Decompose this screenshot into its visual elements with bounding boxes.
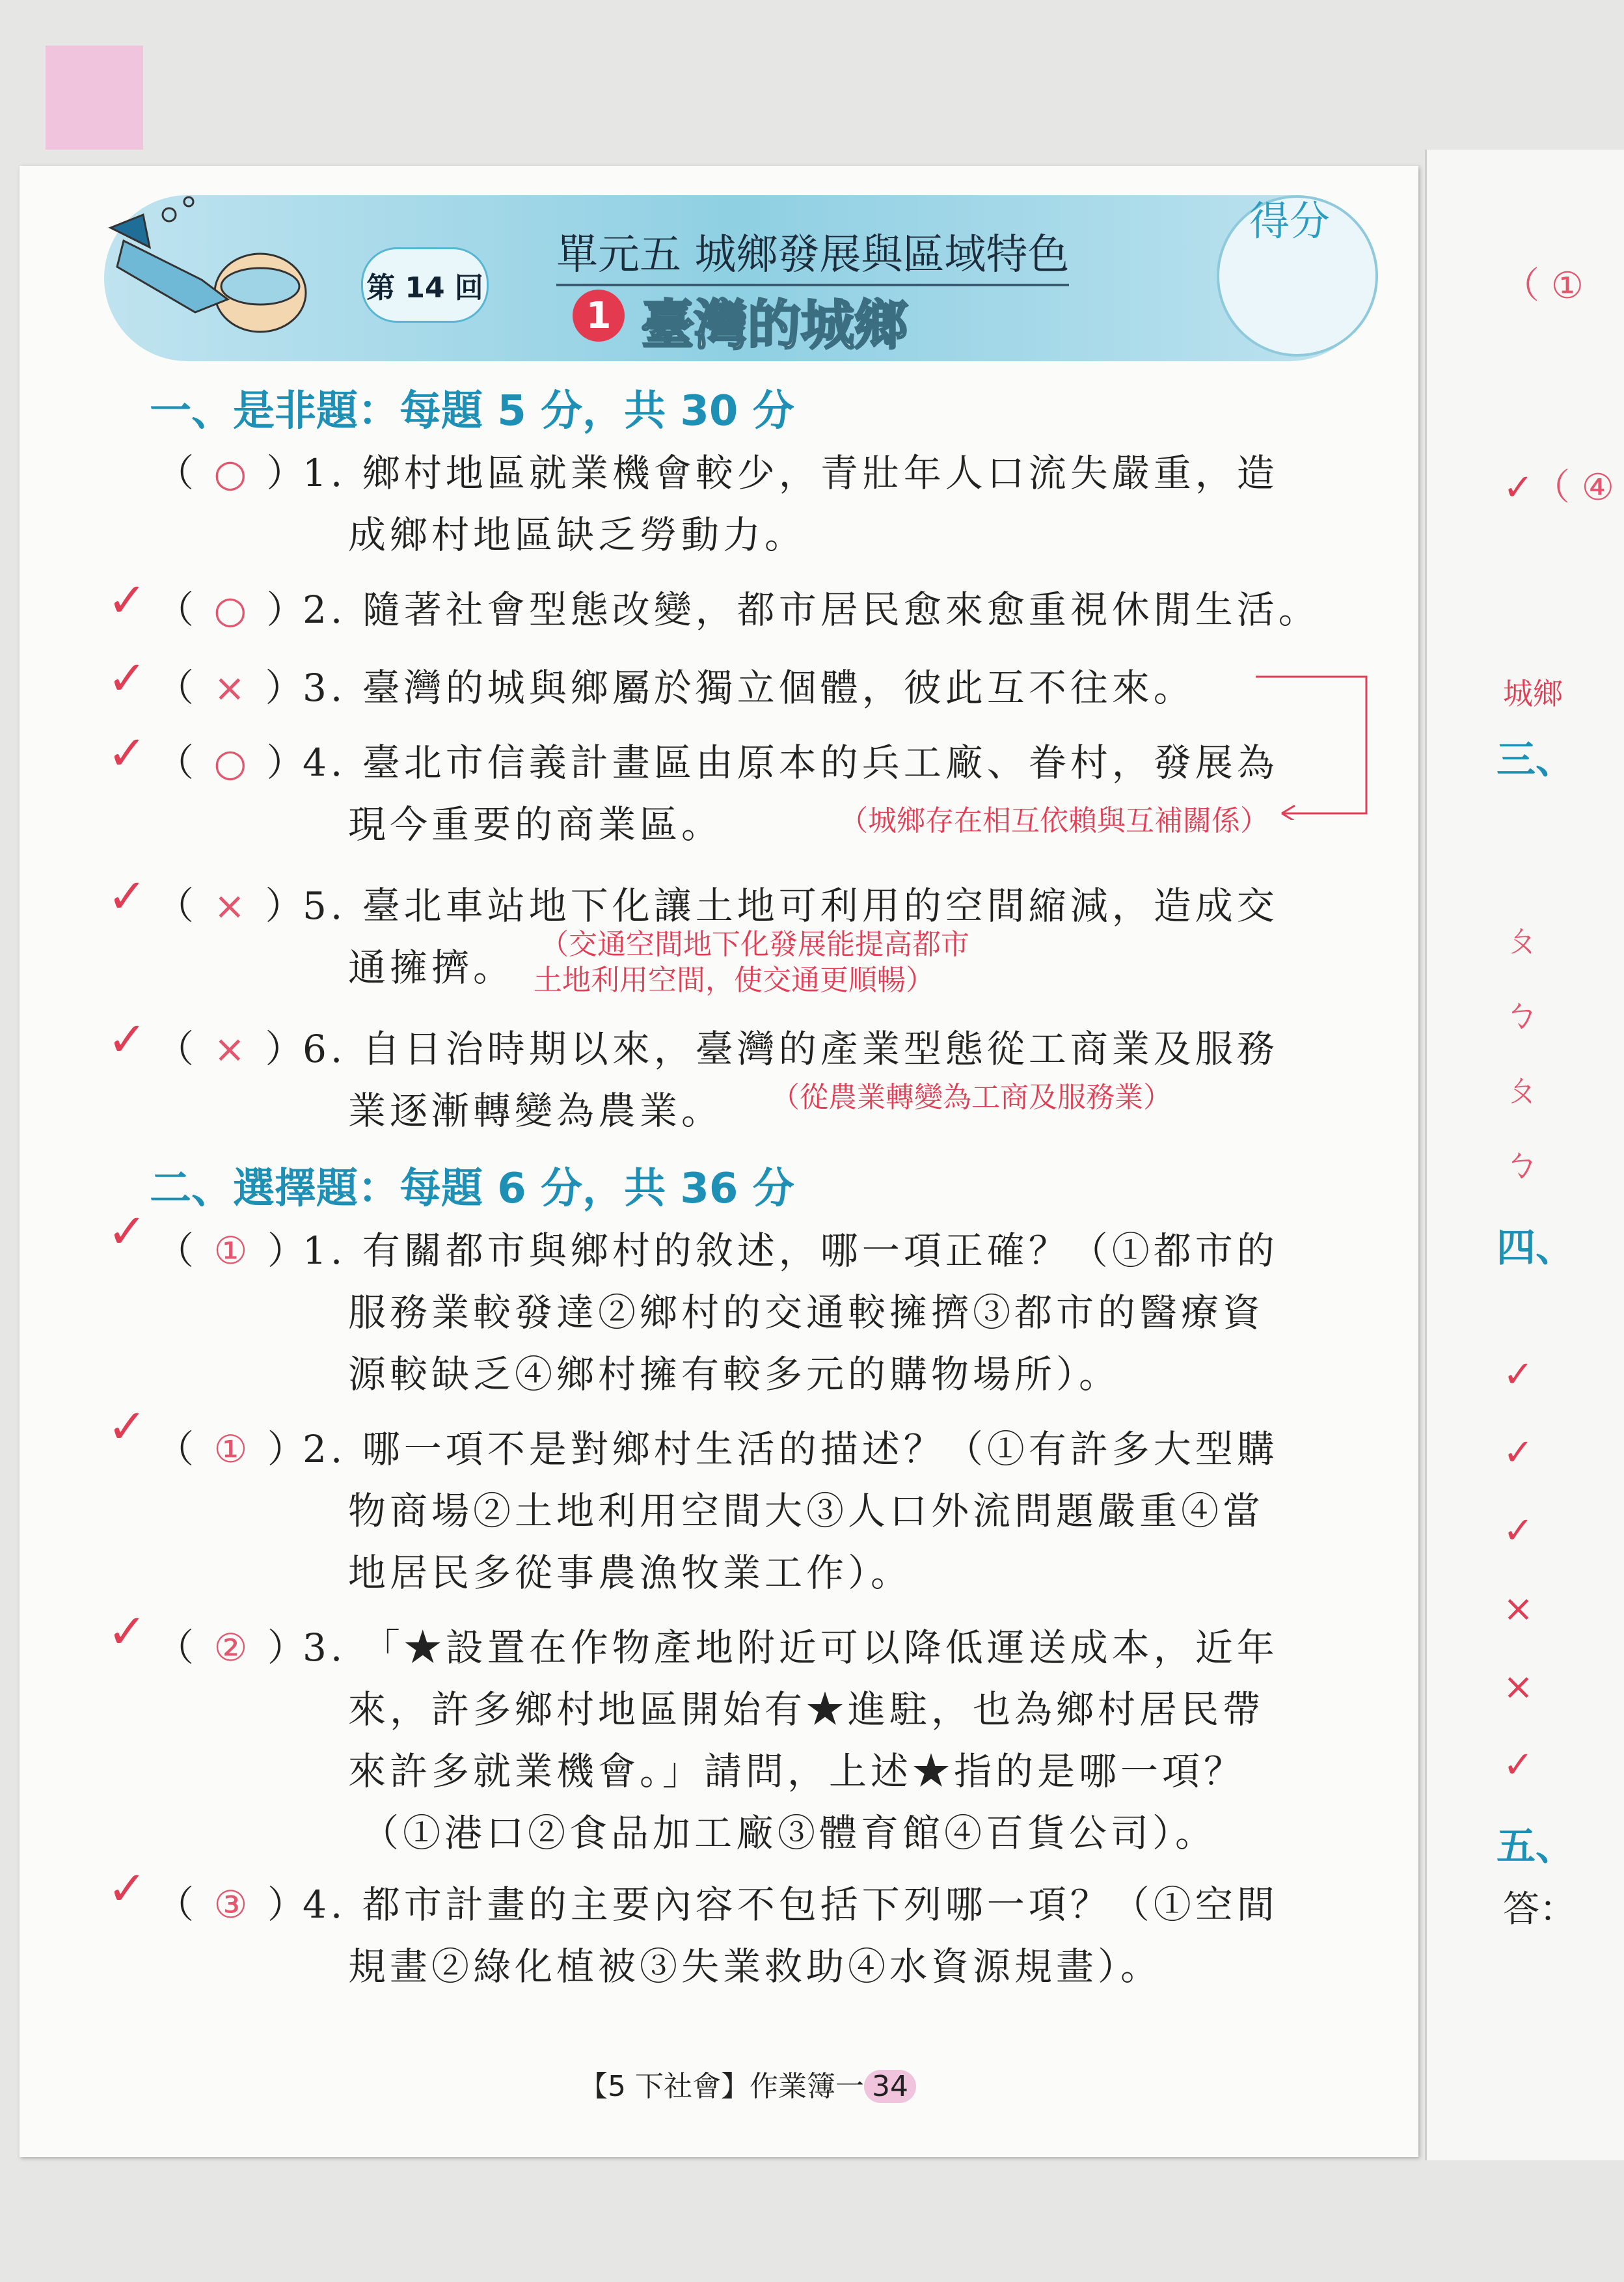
- mc-q2-line1: 2. 哪一項不是對鄉村生活的描述？（①有許多大型購: [303, 1427, 1279, 1471]
- tf-q4-line2: 現今重要的商業區。: [348, 802, 724, 847]
- tf-annotation-5a: （交通空間地下化發展能提高都市: [540, 928, 969, 961]
- right-mark-4: ×: [1503, 1588, 1534, 1630]
- mc-answer-4: （ ③ ）: [156, 1882, 309, 1927]
- tf-answer-2: （ ○ ）: [156, 588, 308, 632]
- tf-answer-6: （ × ）: [156, 1027, 307, 1071]
- mc-q1-line3: 源較缺乏④鄉村擁有較多元的購物場所）。: [348, 1352, 1121, 1396]
- tf-check-4: ✓: [107, 726, 147, 780]
- mc-answer-1: （ ① ）: [156, 1229, 309, 1273]
- tf-check-3: ✓: [107, 651, 147, 705]
- tf-q5-line2: 通擁擠。: [348, 945, 515, 990]
- right-mark-6: ✓: [1503, 1744, 1534, 1786]
- tf-q5-line1: 5. 臺北車站地下化讓土地可利用的空間縮減，造成交: [303, 884, 1279, 928]
- mc-check-3: ✓: [107, 1604, 147, 1659]
- score-label: 得分: [1249, 197, 1331, 245]
- tf-q2-line1: 2. 隨著社會型態改變，都市居民愈來愈重視休閒生活。: [303, 588, 1320, 632]
- right-mark-1: ✓: [1503, 1353, 1534, 1396]
- mc-q3-line4: （①港口②食品加工廠③體育館④百貨公司）。: [361, 1811, 1217, 1855]
- mc-q4-line1: 4. 都市計畫的主要內容不包括下列哪一項？（①空間: [303, 1882, 1279, 1927]
- mc-check-1: ✓: [107, 1204, 147, 1258]
- mc-q3-line2: 來，許多鄉村地區開始有★進駐，也為鄉村居民帶: [348, 1687, 1265, 1732]
- tf-answer-5: （ × ）: [156, 884, 307, 928]
- right-mark-5: ×: [1503, 1666, 1534, 1708]
- pink-tab: [46, 46, 143, 150]
- episode-badge: 第 14 回: [361, 247, 489, 323]
- right-bopomofo-1: ㄆ: [1503, 919, 1539, 961]
- tf-q1-line2: 成鄉村地區缺乏勞動力。: [348, 513, 807, 557]
- right-line-1: （ ①: [1503, 265, 1584, 307]
- tf-annotation-3: （城鄉存在相互依賴與互補關係）: [839, 804, 1269, 837]
- tf-q6-line1: 6. 自日治時期以來，臺灣的產業型態從工商業及服務: [303, 1027, 1279, 1071]
- mc-q3-line1: 3. 「★設置在作物產地附近可以降低運送成本，近年: [303, 1625, 1279, 1670]
- tf-q1-line1: 1. 鄉村地區就業機會較少，青壯年人口流失嚴重，造: [303, 451, 1279, 495]
- mc-q2-line2: 物商場②土地利用空間大③人口外流問題嚴重④當: [348, 1489, 1265, 1533]
- mc-q2-line3: 地居民多從事農漁牧業工作）。: [348, 1551, 913, 1595]
- right-section-3: 三、: [1496, 737, 1575, 783]
- right-mark-3: ✓: [1503, 1510, 1534, 1552]
- lesson-title: 臺灣的城鄉: [641, 295, 908, 357]
- tf-q3-line1: 3. 臺灣的城與鄉屬於獨立個體，彼此互不往來。: [303, 666, 1195, 710]
- mc-answer-3: （ ② ）: [156, 1625, 309, 1670]
- section2-title: 二、選擇題：每題 6 分，共 36 分: [150, 1165, 794, 1213]
- tf-answer-3: （ × ）: [156, 666, 307, 710]
- page-number: 34: [864, 2070, 916, 2103]
- mc-answer-2: （ ① ）: [156, 1427, 309, 1471]
- tf-check-5: ✓: [107, 869, 147, 923]
- right-section-5: 五、: [1496, 1824, 1575, 1869]
- lesson-number-badge: 1: [573, 290, 625, 342]
- right-bopomofo-4: ㄅ: [1503, 1143, 1539, 1186]
- unit-title: 單元五 城鄉發展與區域特色: [556, 221, 1069, 286]
- tf-q4-line1: 4. 臺北市信義計畫區由原本的兵工廠、眷村，發展為: [303, 740, 1279, 785]
- footer-book-ref: 【5 下社會】作業簿一 34: [579, 2063, 916, 2104]
- tf-answer-4: （ ○ ）: [156, 740, 308, 785]
- mc-q1-line1: 1. 有關都市與鄉村的敘述，哪一項正確？（①都市的: [303, 1229, 1279, 1273]
- right-line-2: ✓（ ④: [1503, 467, 1614, 509]
- tf-check-2: ✓: [107, 573, 147, 627]
- mc-q4-line2: 規畫②綠化植被③失業救助④水資源規畫）。: [348, 1944, 1163, 1989]
- tf-q6-line2: 業逐漸轉變為農業。: [348, 1089, 724, 1133]
- mc-check-4: ✓: [107, 1861, 147, 1916]
- right-mark-2: ✓: [1503, 1432, 1534, 1474]
- right-bopomofo-2: ㄅ: [1503, 994, 1539, 1036]
- right-bopomofo-3: ㄆ: [1503, 1068, 1539, 1111]
- mc-q1-line2: 服務業較發達②鄉村的交通較擁擠③都市的醫療資: [348, 1290, 1265, 1335]
- tf-annotation-5b: 土地利用空間，使交通更順暢）: [534, 964, 934, 997]
- right-answer-label: 答：: [1503, 1888, 1576, 1931]
- tf-answer-1: （ ○ ）: [156, 451, 308, 495]
- mc-q3-line3: 來許多就業機會。」請問，上述★指的是哪一項？: [348, 1749, 1246, 1793]
- tf-annotation-6: （從農業轉變為工商及服務業）: [771, 1081, 1172, 1114]
- right-handwritten-note: 城鄉: [1503, 676, 1563, 711]
- diver-illustration-icon: [98, 189, 345, 384]
- section1-title: 一、是非題：每題 5 分，共 30 分: [150, 387, 794, 435]
- tf-check-6: ✓: [107, 1012, 147, 1066]
- mc-check-2: ✓: [107, 1399, 147, 1454]
- right-section-4: 四、: [1496, 1225, 1575, 1271]
